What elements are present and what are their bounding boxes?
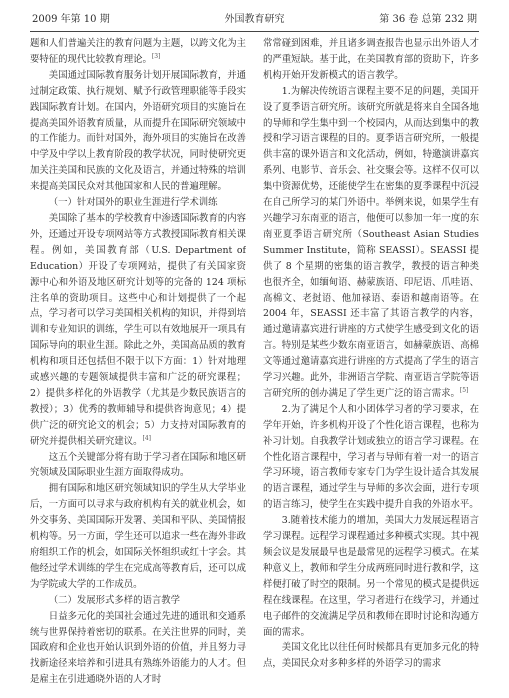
paragraph-text: 题和人们普遍关注的教育问题为主题，以跨文化为主要特征的现代比较教育理论。 [30,38,246,65]
paragraph-text: （一）针对国外的职业生涯进行学术训练 [48,197,218,209]
paragraph-text: 常常碰到困难，并且诸多调查报告也显示出外语人才的严重短缺。基于此，在美国教育部的资助下，许多机构开始开发新模式的语言教学。 [263,38,479,81]
section-heading [30,593,246,609]
paragraph-text: 日益多元化的美国社会通过先进的通讯和交通系统与世界保持着密切的联系。在关注世界的同时，美国政府和企业也开始认识到外语的价值，并且努力寻找新途径来培养和引进具有熟练外语能力的人才。但是雇主在引进通晓外语的人才时 [30,610,246,686]
section-heading [30,195,246,211]
citation-ref[interactable]: [3] [151,52,161,60]
paragraph [30,211,246,450]
paragraph-text: 美国文化比以往任何时候都具有更加多元化的特点，美国民众对多种多样的外语学习的需求 [263,642,479,670]
paragraph-text: 拥有国际和地区研究领域知识的学生从大学毕业后，一方面可以寻求与政府机构有关的就业机会，如外交事务、美国国际开发署、美国和平队、美国情报机构等。另一方面，学生还可以追求一些在海外非政府组织工作的机会，如国际关怀组织或红十字会。其他经过学术训练的学生在完成高等教育后，还可以成为学院或大学的工作成员。 [30,483,246,590]
paragraph [30,481,246,592]
paragraph [263,513,479,640]
paragraph-continued [263,36,479,84]
paragraph-text: 2.为了满足个人和小团体学习者的学习要求，在学年开始，许多机构开设了个性化语言课程，也称为补习计划。自我教学计划或独立的语言学习课程。在个性化语言课程中，学习者与导师有着一对一的语言学习环境，语言教师专家专门为学生设计适合其发展的语言课程，通过学生与导师的多次会面，进行专项的语言练习，使学生在实践中提升自我的外语水平。 [263,403,479,511]
paragraph-continued [30,36,246,68]
running-header [30,12,479,28]
paragraph-text: 3.随着技术能力的增加，美国大力发展远程语言学习课程。远程学习课程通过多种模式实现。其中视频会议是发展最早也是最常见的远程学习模式。在某种意义上，教师和学生分成两班同时进行教和学，这样便打破了时空的限制。另一个常见的模式是提供远程在线课程。在这里，学习者进行在线学习，并通过电子邮件的交流满足学员和教师在即时讨论和沟通方面的需求。 [263,515,479,638]
issue-label: 2009 年第 10 期 [32,14,110,25]
paragraph-text: （二）发展形式多样的语言教学 [48,594,181,606]
volume-label: 第 36 卷 总第 232 期 [379,14,477,25]
citation-ref[interactable]: [4] [142,434,152,442]
paragraph-text: 美国除了基本的学校教育中渗透国际教育的内容外，还通过开设专项网站等方式教授国际教育相关课程。例如，美国教育部（U.S. Department of Education）开设了专项网站，提供了有关国家资源中心和外语及地区研究计划等的完备的 124 项标注名单的资助项目。这些中心和计划提供了一个起点，学习者可以学习美国相关机构的知识，并得到培训和专业知识的训练，学生可以有效地展开一项具有国际导向的职业生涯。除此之外，美国高品质的教育机构和项目还包括但不限于以下方面：1）针对地理或感兴趣的专题领域提供丰富和广泛的研究课程；2）提供多样化的外语教学（尤其是少数民族语言的教授）；3）优秀的教师辅导和提供咨询意见；4）提供广泛的研究论文的机会；5）力支持对国际教育的研究并提供相关研究建议。 [30,212,246,447]
paragraph-text: 美国通过国际教育服务计划开展国际教育，并通过制定政策、执行规划、赋予行政管理职能等手段实践国际教育计划。在国内，外语研究项目的实施旨在提高美国外语教育质量，从而提升在国际研究领域中的工作能力。而针对国外，海外项目的实施旨在改善中学及中学以上教育阶段的教学状况，同时使研究更加关注美国和民族的文化及语言，并通过特殊的培训来提高美国民众对其他国家和人民的普遍理解。 [30,69,246,193]
paragraph [30,609,246,689]
paragraph-text: 1.为解决传统语言课程主要不足的问题，美国开设了夏季语言研究所。该研究所就是将来自全国各地的导师和学生集中到一个校园内，从而达到集中的教授和学习语言课程的目的。夏季语言研究所，一般提供丰富的课外语言和文化活动，例如，特邀演讲嘉宾系列、电影节、音乐会、社交聚会等。这样不仅可以集中资源优势，还能使学生在密集的夏季课程中沉浸在自己所学习的某门外语中。举例来说，如果学生有兴趣学习东南亚的语言，他便可以参加一年一度的东南亚夏季语言研究所（Southeast Asian Studies Summer Institute，简称 SEASSI）。SEASSI 提供了 8 个星期的密集的语言教学，教授的语言种类也很齐全，如缅甸语、赫蒙族语、印尼语、爪哇语、高棉文、老挝语、他加禄语、泰语和越南语等。在 2004 年，SEASSI 还丰富了其语言教学的内容，通过邀请嘉宾进行讲座的方式使学生感受到文化的语言。特别是某些少数东南亚语言，如赫蒙族语、高棉文等通过邀请嘉宾进行讲座的方式提高了学生的语言学习兴趣。此外，非洲语言学院、南亚语言学院等语言研究所的创办满足了学生更广泛的语言需求。 [263,85,479,399]
left-column [30,36,246,698]
paragraph [263,402,479,513]
paragraph [263,640,479,672]
header-rule [30,31,479,32]
journal-title: 外国教育研究 [224,14,285,25]
right-column [263,36,479,698]
paragraph [30,68,246,195]
paragraph [30,450,246,482]
citation-ref[interactable]: [5] [459,386,469,394]
paragraph-text: 这五个关键部分将有助于学习者在国际和地区研究领域及国际职业生涯方面取得成功。 [30,451,246,479]
paragraph [263,84,479,402]
